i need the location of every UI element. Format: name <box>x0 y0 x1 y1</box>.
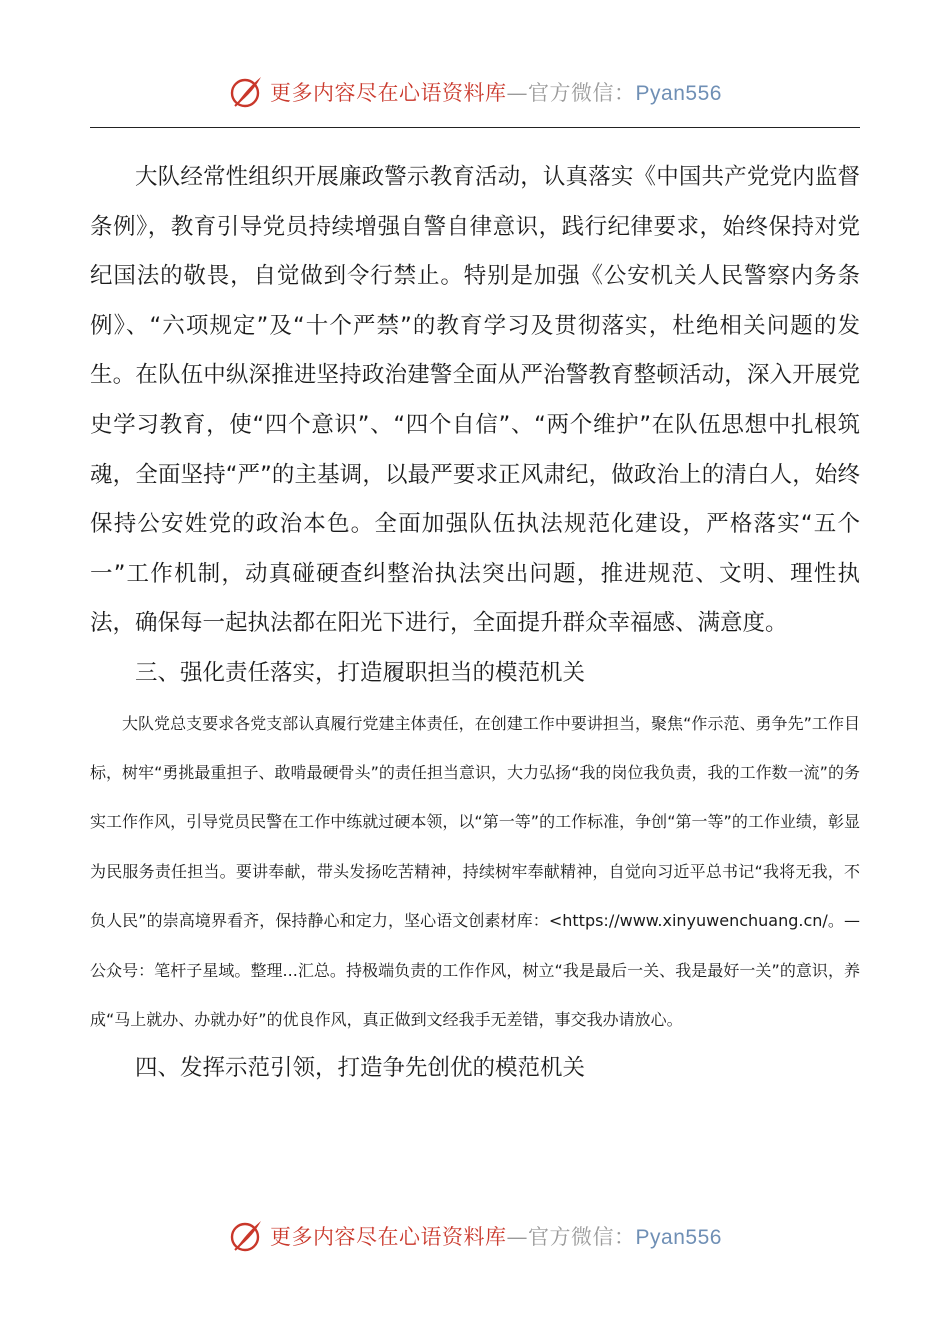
watermark-site-name: 更多内容尽在心语资料库 <box>270 81 507 105</box>
header-watermark <box>0 70 950 114</box>
section-heading-3: 三、强化责任落实，打造履职担当的模范机关 <box>135 659 586 686</box>
watermark-wechat-label: 官方微信： <box>528 1225 636 1249</box>
section-heading-4: 四、发挥示范引领，打造争先创优的模范机关 <box>135 1055 586 1082</box>
watermark-text <box>270 1221 722 1251</box>
watermark-wechat-label: 官方微信： <box>528 81 636 105</box>
watermark-wechat-id: Pyan556 <box>635 82 722 105</box>
feather-pen-logo-icon <box>228 74 264 110</box>
watermark-separator: — <box>506 81 529 105</box>
watermark-site-name: 更多内容尽在心语资料库 <box>270 1225 507 1249</box>
footer-watermark <box>0 1214 950 1258</box>
body-paragraph-2: 大队党总支要求各党支部认真履行党建主体责任，在创建工作中要讲担当，聚焦“作示范、勇争先”工作目标，树牢“勇挑最重担子、敢啃最硬骨头”的责任担当意识，大力弘扬“我的岗位我负责，我的工作数一流”的务实工作作风，引导党员民警在工作中练就过硬本领，以“第一等”的工作标准，争创“第一等”的工作业绩，彰显为民服务责任担当。要讲奉献，带头发扬吃苦精神，持续树牢奉献精神，自觉向习近平总书记“我将无我，不负人民”的崇高境界看齐，保持静心和定力，坚心语文创素材库：<https://www.xinyuwenchuang.cn/。—公众号：笔杆子星域。整理...汇总。持极端负责的工作作风，树立“我是最后一关、我是最好一关”的意识，养成“马上就办、办就办好”的优良作风，真正做到文经我手无差错，事交我办请放心。 <box>90 713 860 1029</box>
watermark-separator: — <box>506 1225 529 1249</box>
watermark-text <box>270 77 722 107</box>
feather-pen-logo-icon <box>228 1218 264 1254</box>
body-paragraph-1: 大队经常性组织开展廉政警示教育活动，认真落实《中国共产党党内监督条例》，教育引导党员持续增强自警自律意识，践行纪律要求，始终保持对党纪国法的敬畏，自觉做到令行禁止。特别是加强《公安机关人民警察内务条例》、“六项规定”及“十个严禁”的教育学习及贯彻落实，杜绝相关问题的发生。在队伍中纵深推进坚持政治建警全面从严治警教育整顿活动，深入开展党史学习教育，使“四个意识”、“四个自信”、“两个维护”在队伍思想中扎根筑魂，全面坚持“严”的主基调，以最严要求正风肃纪，做政治上的清白人，始终保持公安姓党的政治本色。全面加强队伍执法规范化建设，严格落实“五个一”工作机制，动真碰硬查纠整治执法突出问题，推进规范、文明、理性执法，确保每一起执法都在阳光下进行，全面提升群众幸福感、满意度。 <box>90 164 860 637</box>
watermark-wechat-id: Pyan556 <box>635 1226 722 1249</box>
header-divider <box>90 127 860 128</box>
document-body <box>90 153 860 1094</box>
